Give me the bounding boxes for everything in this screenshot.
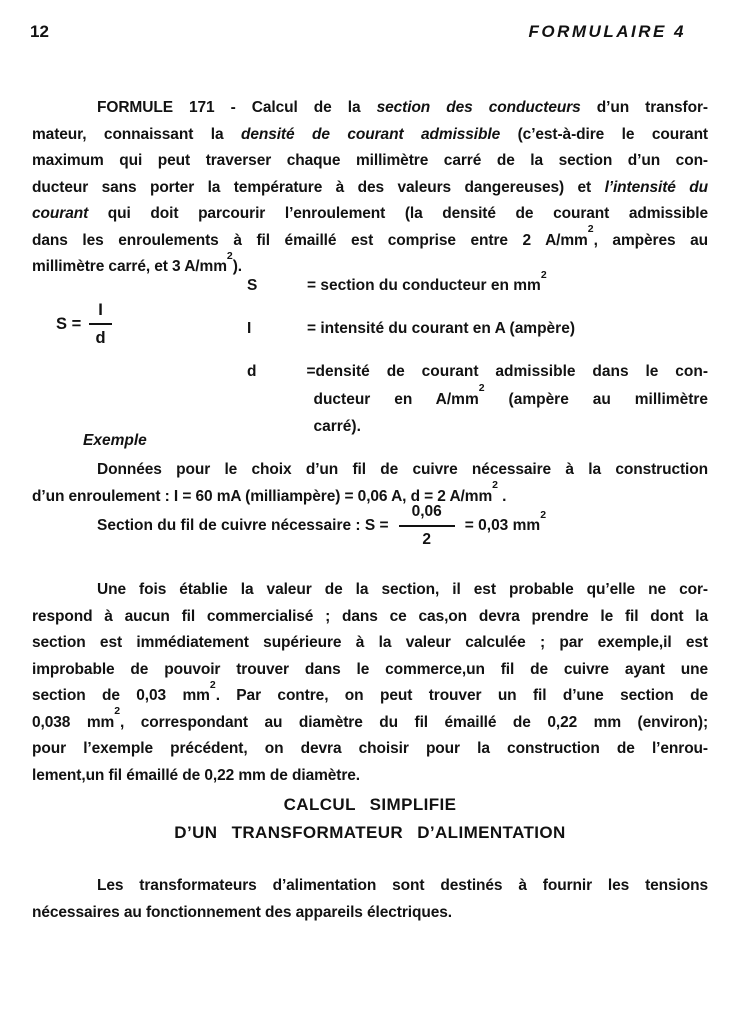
fraction	[399, 500, 455, 552]
text-run: , correspondant au diamètre du fil émaillé de 0,22 mm (environ);	[120, 713, 709, 731]
example-result-formula	[32, 500, 546, 552]
section-heading	[32, 791, 708, 846]
formula-s-equals-i-over-d	[56, 298, 112, 350]
formula-definitions-zone	[32, 268, 708, 441]
definitions-list	[247, 268, 708, 441]
text-line	[32, 175, 708, 202]
text-line: nécessaires au fonctionnement des appareils électriques.	[32, 903, 452, 921]
text-line	[32, 705, 709, 737]
formula-lhs: S =	[56, 314, 82, 333]
definition-term: I	[247, 320, 252, 337]
text-run: FORMULE 171 - Calcul de la	[97, 99, 377, 116]
superscript: 2	[540, 508, 547, 521]
text-run-italic: courant	[32, 205, 89, 222]
page-header	[30, 22, 708, 42]
closing-paragraph	[32, 873, 708, 926]
superscript: 2	[114, 705, 121, 718]
text-run: mateur, connaissant la	[32, 125, 241, 143]
definition-text	[306, 358, 708, 441]
definition-term: d	[247, 363, 257, 380]
text-line: lement,un fil émaillé de 0,22 mm de diamètre.	[32, 766, 361, 784]
text-run: d’un transfor-	[580, 99, 708, 116]
superscript: 2	[226, 249, 233, 262]
text-line	[32, 122, 708, 149]
text-run: (c’est-à-dire le courant	[500, 125, 708, 143]
fraction	[89, 298, 112, 350]
text-line: Une fois établie la valeur de la section, il est probable qu’elle ne cor-	[97, 581, 708, 598]
text-run-italic: l’intensité du	[604, 178, 708, 196]
text-line: respond à aucun fil commercialisé ; dans ce cas,on devra prendre le fil dont la	[32, 607, 708, 625]
fraction-numerator: I	[89, 298, 112, 325]
text-run	[464, 508, 547, 535]
text-run: ducteur sans porter la température à des valeurs dangereuses) et	[32, 178, 605, 196]
fraction-denominator: 2	[422, 531, 431, 548]
text-run: qui doit parcourir l’enroulement (la densité de courant admissible	[88, 205, 708, 222]
text-run: Section du fil de cuivre nécessaire : S =	[97, 517, 389, 534]
example-label: Exemple	[83, 432, 147, 449]
text-run: 0,038 mm	[32, 713, 115, 731]
superscript: 2	[587, 223, 594, 236]
text-run: millimètre carré, et 3 A/mm	[32, 258, 227, 275]
text-line	[32, 95, 708, 122]
definition-row-d	[247, 358, 708, 441]
fraction-denominator: d	[95, 329, 106, 347]
text-run: dans les enroulements à fil émaillé est comprise entre 2 A/mm	[32, 231, 588, 249]
text-run: .	[497, 487, 507, 505]
superscript: 2	[478, 382, 485, 395]
text-line: Les transformateurs d’alimentation sont destinés à fournir les tensions	[97, 877, 708, 894]
section-heading-line2: D’UN TRANSFORMATEUR D’ALIMENTATION	[174, 822, 566, 842]
text-line	[306, 382, 709, 414]
section-heading-line1: CALCUL SIMPLIFIE	[283, 795, 457, 814]
text-line	[32, 201, 708, 228]
text-run: (ampère au millimètre	[484, 390, 709, 408]
superscript: 2	[540, 268, 547, 281]
definition-term: S	[247, 277, 258, 294]
text-run: ).	[232, 258, 242, 275]
text-line: maximum qui peut traverser chaque millimètre carré de la section d’un con-	[32, 152, 708, 169]
text-line: =densité de courant admissible dans le con-	[306, 363, 708, 380]
page-number: 12	[30, 22, 49, 41]
definition-text	[307, 268, 547, 299]
fraction-numerator: 0,06	[399, 500, 455, 527]
text-line: pour l’exemple précédent, on devra choisir pour la construction de l’enrou-	[32, 740, 708, 757]
text-line: carré).	[313, 418, 361, 435]
text-line: Données pour le choix d’un fil de cuivre nécessaire à la construction	[97, 461, 708, 478]
text-run: , ampères au	[593, 231, 708, 249]
text-line	[32, 223, 708, 255]
text-run: = 0,03 mm	[464, 517, 541, 534]
text-run: ducteur en A/mm	[313, 390, 479, 408]
text-line: section est immédiatement supérieure à la valeur calculée ; par exemple,il est	[32, 634, 708, 651]
definition-row-s	[247, 268, 708, 299]
text-run: . Par contre, on peut trouver un fil d’une section de	[215, 687, 708, 704]
superscript: 2	[209, 678, 216, 691]
intro-paragraph	[32, 95, 708, 281]
discussion-paragraph	[32, 577, 708, 789]
text-run-italic: densité de courant admissible	[240, 125, 501, 143]
text-run: = section du conducteur en mm	[307, 277, 541, 294]
definition-text: = intensité du courant en A (ampère)	[307, 320, 575, 337]
journal-title: FORMULAIRE 4	[528, 22, 686, 41]
text-run-italic: section des conducteurs	[376, 99, 581, 116]
text-line	[32, 678, 708, 710]
definition-row-i	[247, 315, 708, 342]
text-run: section de 0,03 mm	[32, 687, 210, 704]
superscript: 2	[492, 479, 498, 492]
text-line: improbable de pouvoir trouver dans le commerce,un fil de cuivre ayant une	[32, 660, 708, 678]
text-run: d’un enroulement : I = 60 mA (milliampère) = 0,06 A, d = 2 A/mm	[32, 487, 493, 505]
